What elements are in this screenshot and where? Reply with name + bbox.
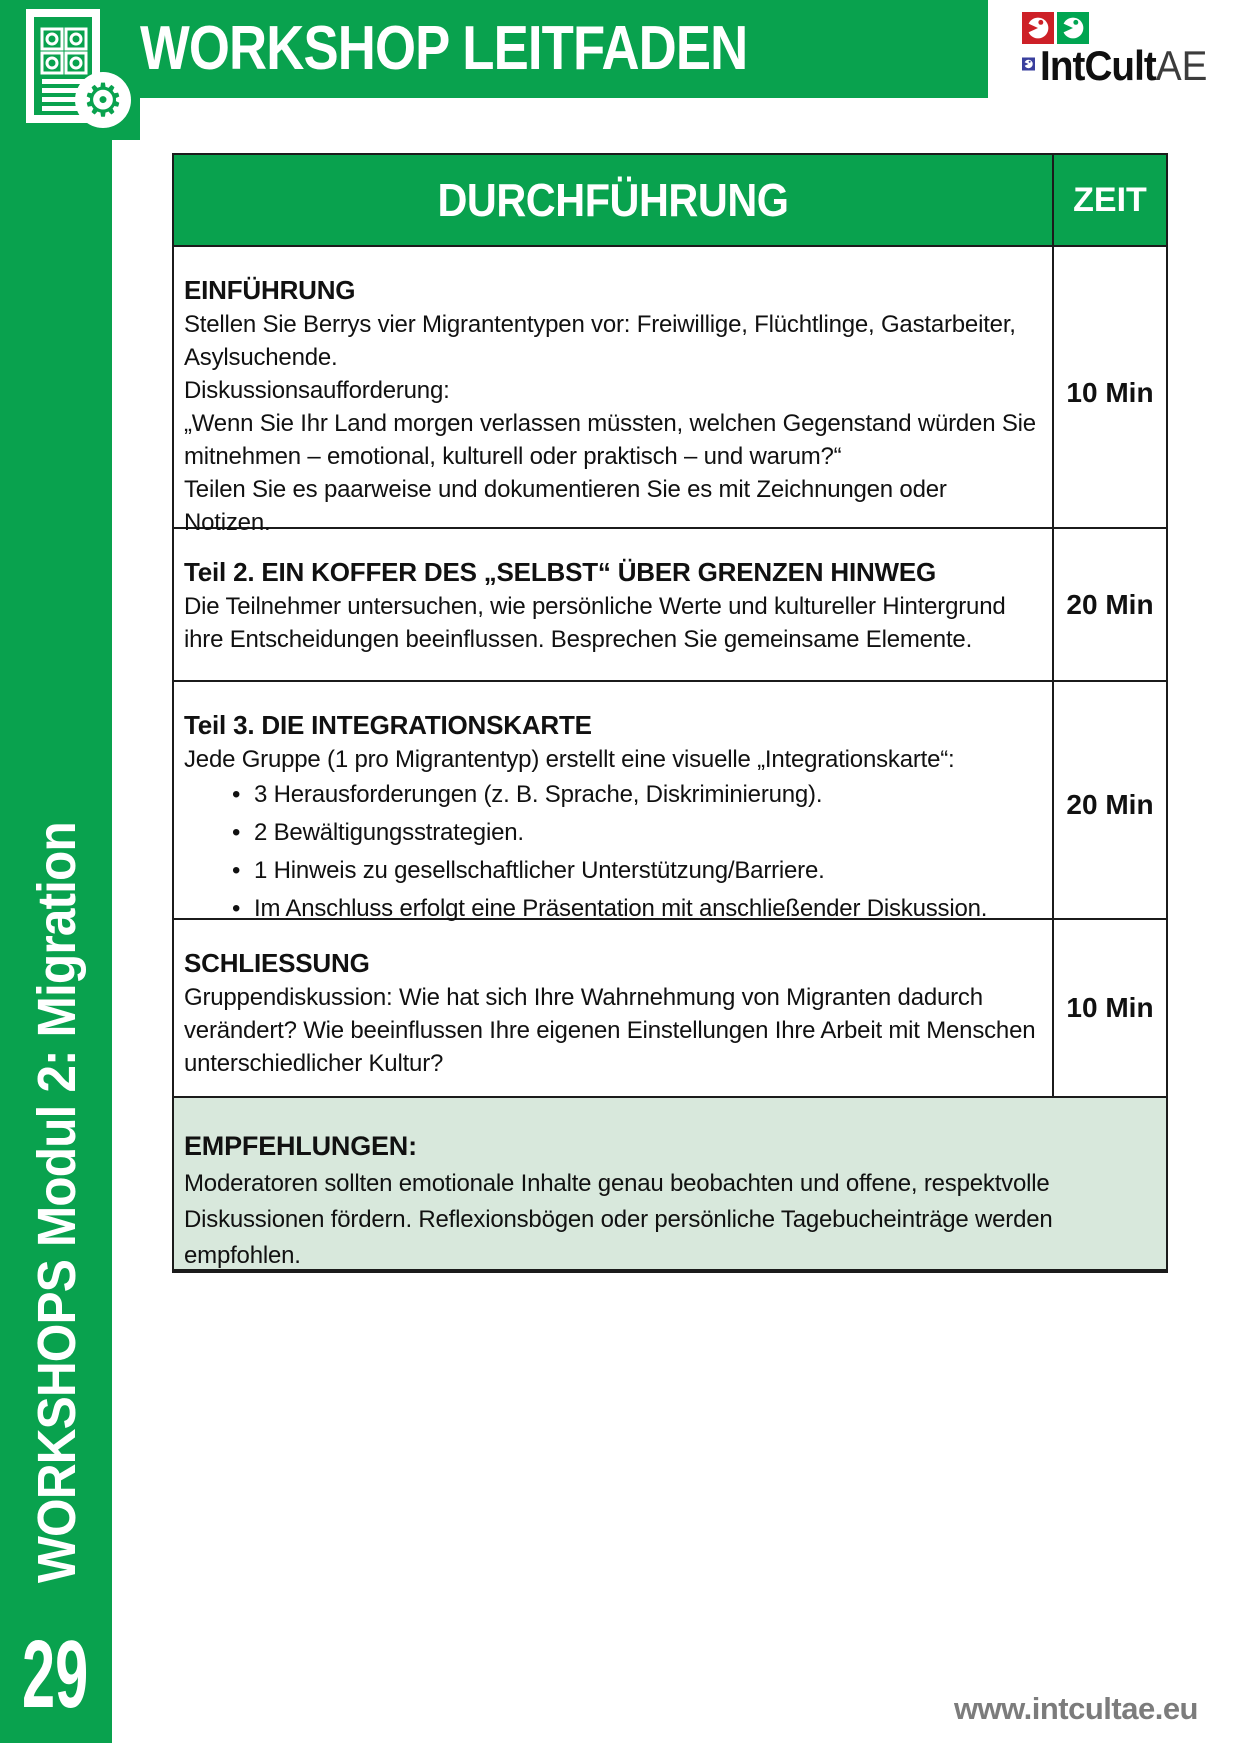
time-value: 20 Min	[1052, 529, 1166, 680]
row-intro: Jede Gruppe (1 pro Migrantentyp) erstellt eine visuelle „Integrationskarte“:	[184, 746, 955, 773]
sidebar	[0, 0, 112, 1743]
logo-green-face-icon	[1057, 12, 1089, 44]
time-value: 10 Min	[1052, 920, 1166, 1096]
time-value: 10 Min	[1052, 247, 1166, 539]
table-row	[174, 918, 1166, 1096]
table-header-row	[174, 155, 1166, 245]
header-emblem-tile	[0, 0, 140, 140]
table-row	[174, 527, 1166, 680]
logo-text-light: AE	[1155, 42, 1208, 89]
schedule-table	[172, 153, 1168, 1273]
header-banner	[0, 0, 988, 98]
logo-text-bold: IntCult	[1040, 42, 1156, 89]
intcultae-logo	[1022, 12, 1222, 89]
row-heading: EINFÜHRUNG	[184, 275, 356, 305]
logo-wordmark	[1040, 42, 1208, 89]
list-item: • 1 Hinweis zu gesellschaftlicher Unterstützung/Barriere.	[184, 852, 1038, 890]
row-paragraph: Stellen Sie Berrys vier Migrantentypen vor: Freiwillige, Flüchtlinge, Gastarbeiter, Asylsuchende.	[184, 311, 1016, 371]
row-paragraph: Die Teilnehmer untersuchen, wie persönliche Werte und kultureller Hintergrund ihre Entscheidungen beeinflussen. Besprechen Sie gemeinsame Elemente.	[184, 593, 1006, 653]
row-paragraph: Teilen Sie es paarweise und dokumentieren Sie es mit Zeichnungen oder Notizen.	[184, 476, 947, 536]
recommendations-text: Moderatoren sollten emotionale Inhalte genau beobachten und offene, respektvolle Diskussionen fördern. Reflexionsbögen oder persönliche Tagebucheinträge werden empfohlen.	[184, 1170, 1053, 1269]
column-header-durchfuehrung: DURCHFÜHRUNG	[437, 174, 789, 226]
logo-red-face-icon	[1022, 12, 1054, 44]
row-paragraph: Gruppendiskussion: Wie hat sich Ihre Wahrnehmung von Migranten dadurch verändert? Wie beeinflussen Ihre eigenen Einstellungen Ihre Arbeit mit Menschen unterschiedlicher Kultur?	[184, 984, 1036, 1077]
list-item: • Im Anschluss erfolgt eine Präsentation mit anschließender Diskussion.	[184, 890, 1038, 928]
logo-blue-face-icon	[1022, 48, 1035, 80]
time-value: 20 Min	[1052, 682, 1166, 928]
row-heading: SCHLIESSUNG	[184, 948, 370, 978]
row-heading: Teil 2. EIN KOFFER DES „SELBST“ ÜBER GRENZEN HINWEG	[184, 557, 937, 587]
table-row	[174, 245, 1166, 536]
table-row	[174, 680, 1166, 922]
row-paragraph: „Wenn Sie Ihr Land morgen verlassen müssten, welchen Gegenstand würden Sie mitnehmen – emotional, kulturell oder praktisch – und warum?“	[184, 410, 1036, 470]
recommendations-heading: EMPFEHLUNGEN:	[184, 1131, 417, 1161]
row-paragraph: Diskussionsaufforderung:	[184, 377, 450, 404]
column-header-zeit: ZEIT	[1052, 155, 1166, 245]
page-number: 29	[22, 1621, 89, 1728]
page-title: WORKSHOP LEITFADEN	[140, 14, 748, 83]
gear-icon: ⚙	[82, 73, 124, 127]
recommendations-box	[174, 1096, 1166, 1269]
sidebar-vertical-label: WORKSHOPS Modul 2: Migration	[27, 822, 87, 1583]
website-link[interactable]: www.intcultae.eu	[953, 1691, 1198, 1726]
document-gear-icon	[14, 7, 134, 135]
row-heading: Teil 3. DIE INTEGRATIONSKARTE	[184, 710, 592, 740]
list-item: • 3 Herausforderungen (z. B. Sprache, Diskriminierung).	[184, 776, 1038, 814]
list-item: • 2 Bewältigungsstrategien.	[184, 814, 1038, 852]
